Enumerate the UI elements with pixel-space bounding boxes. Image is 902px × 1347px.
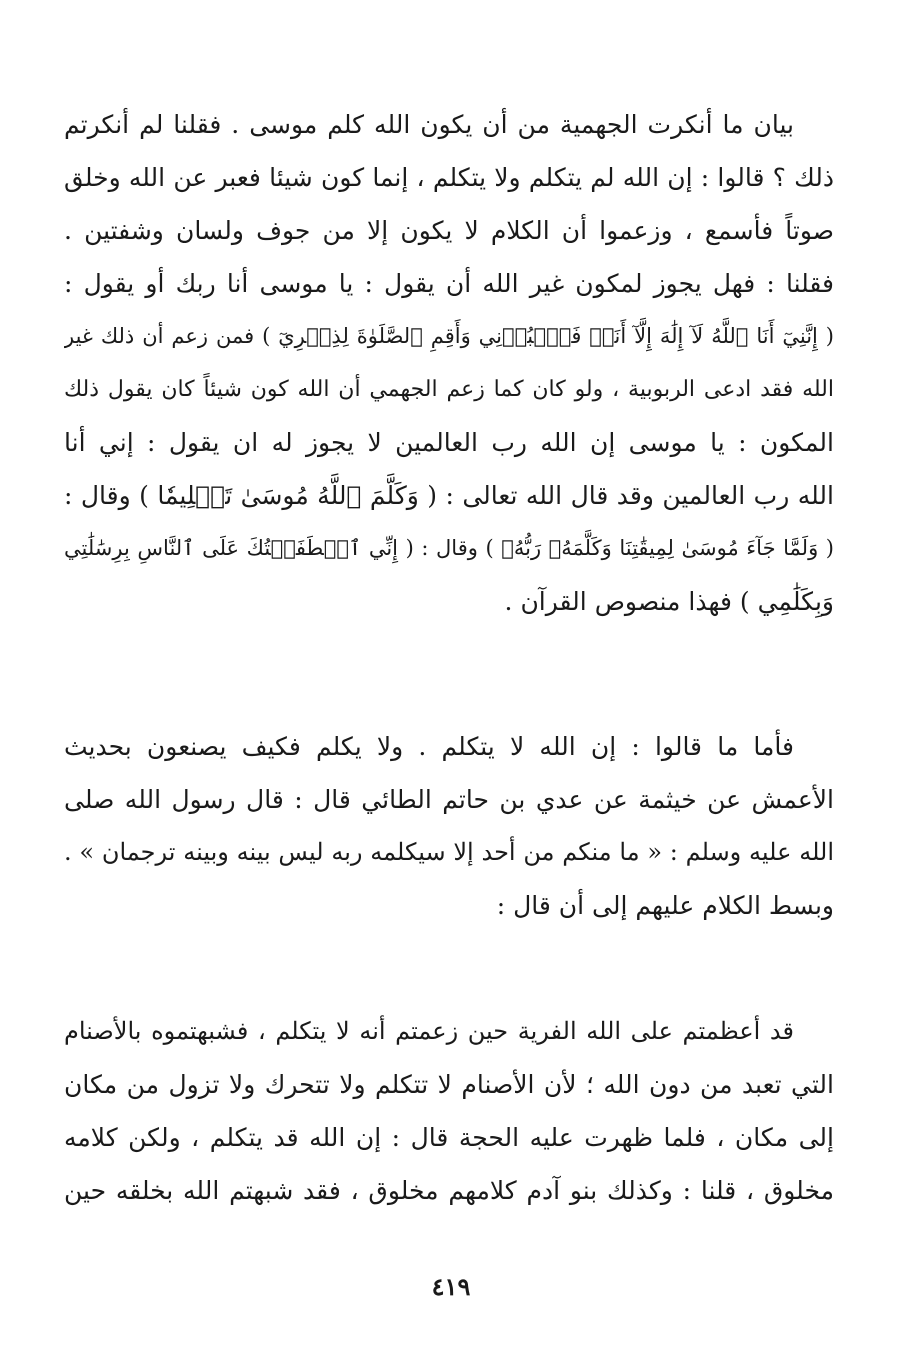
paragraph-2 bbox=[64, 720, 834, 932]
quran-quote-line: ( وَلَمَّا جَآءَ مُوسَىٰ لِمِيقَٰتِنَا وَكَلَّمَهُۥ رَبُّهُۥ ) وقال : ( إِنِّي ٱصۡطَفَيۡتُكَ عَلَى ٱلنَّاسِ بِرِسَٰلَٰتِي bbox=[64, 536, 834, 560]
paragraph-line: إلى مكان ، فلما ظهرت عليه الحجة قال : إن الله قد يتكلم ، ولكن كلامه bbox=[64, 1123, 834, 1152]
quran-quote-line: ( إِنَّنِيٓ أَنَا ٱللَّهُ لَآ إِلَٰهَ إِلَّآ أَنَا۠ فَٱعۡبُدۡنِي وَأَقِمِ ٱلصَّلَوٰةَ لِذِكۡرِيٓ ) فمن زعم أن ذلك غير bbox=[64, 324, 834, 348]
paragraph-line: مخلوق ، قلنا : وكذلك بنو آدم كلامهم مخلوق ، فقد شبهتم الله بخلقه حين bbox=[64, 1176, 834, 1205]
paragraph-line: التي تعبد من دون الله ؛ لأن الأصنام لا تتكلم ولا تتحرك ولا تزول من مكان bbox=[64, 1070, 834, 1099]
paragraph-line: وبسط الكلام عليهم إلى أن قال : bbox=[496, 891, 834, 920]
paragraph-line: فقلنا : فهل يجوز لمكون غير الله أن يقول : يا موسى أنا ربك أو يقول : bbox=[64, 269, 834, 298]
paragraph-line: الله فقد ادعى الربوبية ، ولو كان كما زعم الجهمي أن الله كون شيئاً كان يقول ذلك bbox=[64, 377, 834, 402]
paragraph-line: صوتاً فأسمع ، وزعموا أن الكلام لا يكون إلا من جوف ولسان وشفتين . bbox=[64, 216, 834, 245]
hadith-quote-line: الله عليه وسلم : « ما منكم من أحد إلا سيكلمه ربه ليس بينه وبينه ترجمان » . bbox=[64, 838, 834, 866]
paragraph-line: المكون : يا موسى إن الله رب العالمين لا يجوز له ان يقول : إني أنا bbox=[64, 428, 834, 457]
paragraph-line: قد أعظمتم على الله الفرية حين زعمتم أنه لا يتكلم ، فشبهتموه بالأصنام bbox=[64, 1017, 794, 1045]
paragraph-line: الأعمش عن خيثمة عن عدي بن حاتم الطائي قال : قال رسول الله صلى bbox=[64, 785, 834, 814]
quran-quote-line: الله رب العالمين وقد قال الله تعالى : ( وَكَلَّمَ ٱللَّهُ مُوسَىٰ تَكۡلِيمٗا ) وقال : bbox=[64, 481, 834, 510]
paragraph-1 bbox=[64, 98, 834, 628]
paragraph-line: وَبِكَلَٰمِي ) فهذا منصوص القرآن . bbox=[504, 587, 834, 616]
page-number: ٤١٩ bbox=[431, 1272, 471, 1301]
paragraph-line: ذلك ؟ قالوا : إن الله لم يتكلم ولا يتكلم ، إنما كون شيئا فعبر عن الله وخلق bbox=[64, 163, 834, 192]
paragraph-line: فأما ما قالوا : إن الله لا يتكلم . ولا يكلم فكيف يصنعون بحديث bbox=[64, 732, 794, 761]
paragraph-3 bbox=[64, 1005, 834, 1217]
paragraph-line: بيان ما أنكرت الجهمية من أن يكون الله كلم موسى . فقلنا لم أنكرتم bbox=[64, 110, 794, 139]
